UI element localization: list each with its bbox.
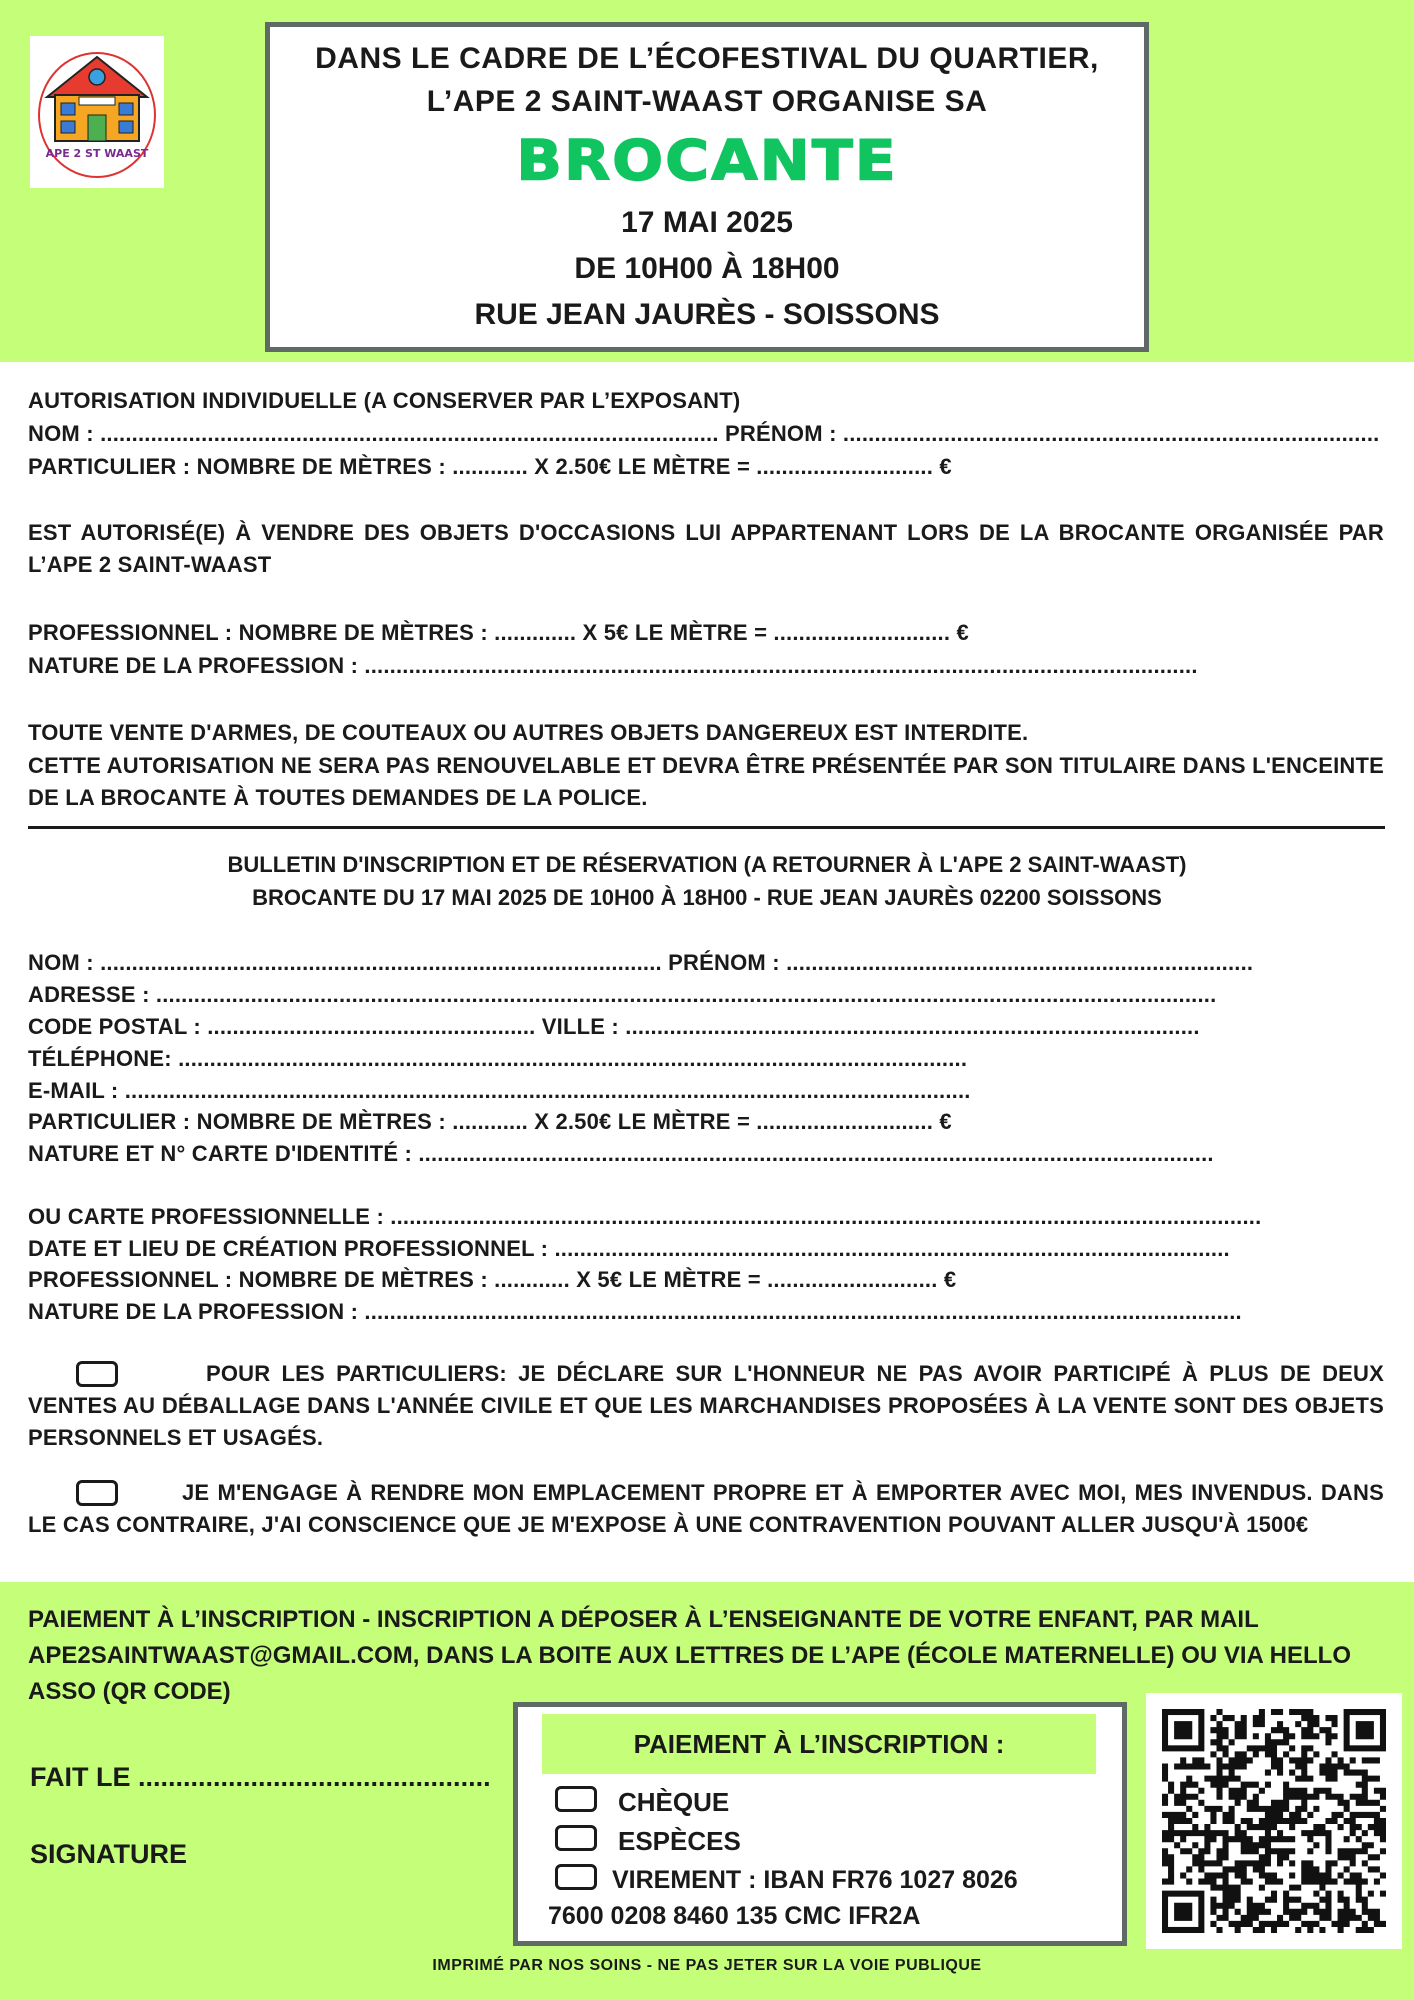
header-line-2: L’APE 2 SAINT-WAAST ORGANISE SA: [426, 85, 988, 118]
bulletin-telephone-field[interactable]: TÉLÉPHONE: .............................................................................................................................: [28, 1046, 968, 1071]
bulletin-code-postal-field[interactable]: CODE POSTAL : .................................................... VILLE : ...........................................................................................: [28, 1014, 1200, 1039]
bulletin-professionnel-field[interactable]: PROFESSIONNEL : NOMBRE DE MÈTRES : ............ X 5€ LE MÈTRE = ........................... €: [28, 1267, 957, 1292]
school-logo: [30, 36, 164, 188]
event-date: 17 MAI 2025: [621, 206, 793, 239]
event-place: RUE JEAN JAURÈS - SOISSONS: [474, 298, 940, 331]
logo-text: APE 2 ST WAAST: [45, 147, 149, 160]
bulletin-nature-field[interactable]: NATURE DE LA PROFESSION : ...........................................................................................................................................: [28, 1299, 1242, 1324]
footer-note: IMPRIMÉ PAR NOS SOINS - NE PAS JETER SUR LA VOIE PUBLIQUE: [432, 1957, 982, 1974]
autorisation-nature-field[interactable]: NATURE DE LA PROFESSION : ....................................................................................................................................: [28, 653, 1198, 678]
fait-le-field[interactable]: FAIT LE ...............................................: [30, 1762, 491, 1792]
autorisation-nom-field[interactable]: NOM : .................................................................................................. PRÉNOM : .....................................................................................: [28, 421, 1380, 446]
especes-checkbox[interactable]: [555, 1825, 597, 1851]
autorisation-text: EST AUTORISÉ(E) À VENDRE DES OBJETS D'OCCASIONS LUI APPARTENANT LORS DE LA BROCANTE ORGANISÉE PAR L’APE 2 SAINT-WAAST: [28, 520, 1384, 577]
payment-info: PAIEMENT À L’INSCRIPTION - INSCRIPTION A DÉPOSER À L’ENSEIGNANTE DE VOTRE ENFANT, PAR MAIL APE2SAINTWAAST@GMAIL.COM, DANS LA BOITE AUX LETTRES DE L’APE (ÉCOLE MATERNELLE) OU VIA HELLO ASSO (QR CODE): [28, 1606, 1351, 1705]
interdiction-text: TOUTE VENTE D'ARMES, DE COUTEAUX OU AUTRES OBJETS DANGEREUX EST INTERDITE.: [28, 720, 1029, 745]
signature-label: SIGNATURE: [30, 1839, 188, 1869]
bulletin-carte-pro-field[interactable]: OU CARTE PROFESSIONNELLE : ..........................................................................................................................................: [28, 1204, 1262, 1229]
event-title: BROCANTE: [516, 128, 898, 194]
bulletin-adresse-field[interactable]: ADRESSE : ........................................................................................................................................................................: [28, 982, 1217, 1007]
cheque-checkbox[interactable]: [555, 1786, 597, 1812]
bulletin-particulier-field[interactable]: PARTICULIER : NOMBRE DE MÈTRES : ............ X 2.50€ LE MÈTRE = ............................ €: [28, 1109, 952, 1134]
renouvelable-text: CETTE AUTORISATION NE SERA PAS RENOUVELABLE ET DEVRA ÊTRE PRÉSENTÉE PAR SON TITULAIRE DANS L'ENCEINTE DE LA BROCANTE À TOUTES DEMANDES DE LA POLICE.: [28, 753, 1384, 810]
declaration-particuliers-text: POUR LES PARTICULIERS: JE DÉCLARE SUR L'HONNEUR NE PAS AVOIR PARTICIPÉ À PLUS DE DEUX VENTES AU DÉBALLAGE DANS L'ANNÉE CIVILE ET QUE LES MARCHANDISES PROPOSÉES À LA VENTE SONT DES OBJETS PERSONNELS ET USAGÉS.: [28, 1361, 1384, 1450]
qr-code-icon: [1146, 1693, 1402, 1949]
bulletin-carte-identite-field[interactable]: NATURE ET N° CARTE D'IDENTITÉ : ..............................................................................................................................: [28, 1141, 1214, 1166]
iban-continuation: 7600 0208 8460 135 CMC IFR2A: [548, 1902, 921, 1930]
virement-label: VIREMENT : IBAN FR76 1027 8026: [612, 1866, 1018, 1894]
autorisation-professionnel-field[interactable]: PROFESSIONNEL : NOMBRE DE MÈTRES : ............. X 5€ LE MÈTRE = ............................ €: [28, 620, 969, 645]
virement-checkbox[interactable]: [555, 1864, 597, 1890]
bulletin-subtitle: BROCANTE DU 17 MAI 2025 DE 10H00 À 18H00 - RUE JEAN JAURÈS 02200 SOISSONS: [252, 885, 1162, 910]
cheque-label: CHÈQUE: [618, 1787, 730, 1817]
autorisation-title: AUTORISATION INDIVIDUELLE (A CONSERVER PAR L’EXPOSANT): [28, 388, 741, 413]
bulletin-creation-pro-field[interactable]: DATE ET LIEU DE CRÉATION PROFESSIONNEL : ...........................................................................................................: [28, 1236, 1230, 1261]
header-line-1: DANS LE CADRE DE L’ÉCOFESTIVAL DU QUARTIER,: [315, 42, 1099, 75]
payment-box-title: PAIEMENT À L’INSCRIPTION :: [542, 1714, 1096, 1774]
bulletin-email-field[interactable]: E-MAIL : ......................................................................................................................................: [28, 1078, 971, 1103]
qr-code[interactable]: [1146, 1693, 1402, 1949]
event-hours: DE 10H00 À 18H00: [574, 252, 840, 285]
bulletin-title: BULLETIN D'INSCRIPTION ET DE RÉSERVATION (A RETOURNER À L'APE 2 SAINT-WAAST): [227, 852, 1187, 877]
engagement-text: JE M'ENGAGE À RENDRE MON EMPLACEMENT PROPRE ET À EMPORTER AVEC MOI, MES INVENDUS. DANS LE CAS CONTRAIRE, J'AI CONSCIENCE QUE JE M'EXPOSE À UNE CONTRAVENTION POUVANT ALLER JUSQU'À 1500€: [28, 1480, 1384, 1537]
bulletin-nom-field[interactable]: NOM : ......................................................................................... PRÉNOM : ..........................................................................: [28, 950, 1254, 975]
header-box: [265, 22, 1149, 352]
autorisation-particulier-field[interactable]: PARTICULIER : NOMBRE DE MÈTRES : ............ X 2.50€ LE MÈTRE = ............................ €: [28, 454, 952, 479]
section-divider: [28, 826, 1385, 829]
payment-box: [513, 1702, 1127, 1946]
especes-label: ESPÈCES: [618, 1826, 741, 1856]
school-building-icon: [35, 45, 159, 179]
